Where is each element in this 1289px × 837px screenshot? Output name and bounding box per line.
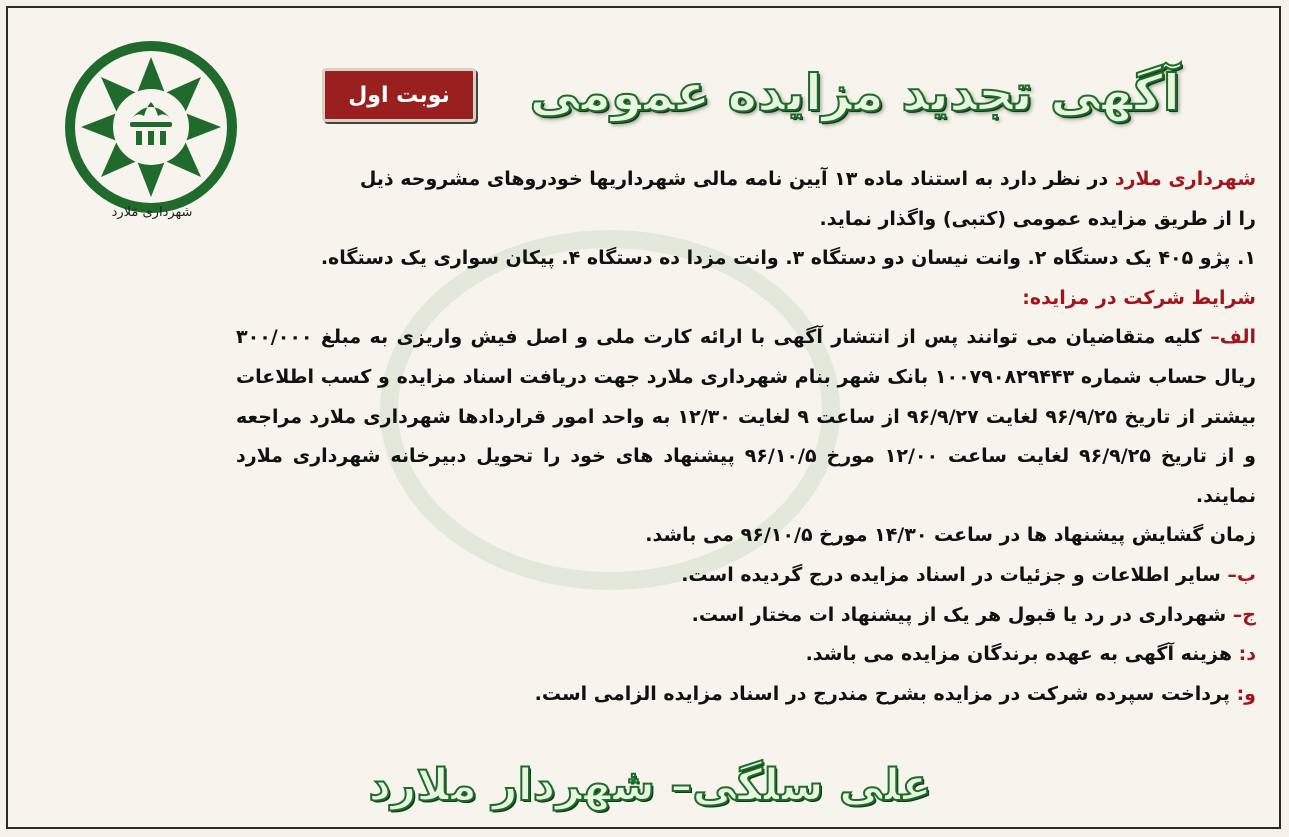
condition-alef-text: کلیه متقاضیان می توانند پس از انتشار آگهی با ارائه کارت ملی و اصل فیش واریزی به مبلغ ۳۰۰/۰۰۰ ریال حساب شماره ۱۰۰۷۹۰۸۲۹۴۴۳ بانک شهر بنام شهرداری ملارد جهت دریافت اسناد مزایده و کسب اطلاعات بیشتر از تاریخ ۹۶/۹/۲۵ لغایت ۹۶/۹/۲۷ از ساعت ۹ لغایت ۱۲/۳۰ به واحد امور قراردادها شهرداری ملارد مراجعه و از تاریخ ۹۶/۹/۲۵ لغایت ساعت ۱۲/۰۰ مورخ ۹۶/۱۰/۵ پیشنهاد های خود را تحویل دبیرخانه شهرداری ملارد نمایند. (236, 326, 1256, 507)
notice-body (236, 160, 1256, 714)
vehicle-list: ۱. پژو ۴۰۵ یک دستگاه ۲. وانت نیسان دو دستگاه ۳. وانت مزدا ده دستگاه ۴. پیکان سواری یک دستگاه. (320, 247, 1256, 270)
condition-dal-label: د: (1238, 643, 1256, 666)
municipality-logo-icon (62, 38, 240, 216)
intro-line-1-text: در نظر دارد به استناد ماده ۱۳ آیین نامه مالی شهرداریها خودروهای مشروحه ذیل (359, 168, 1115, 190)
condition-be-text: سایر اطلاعات و جزئیات در اسناد مزایده درج گردیده است. (681, 563, 1228, 586)
condition-be-label: ب– (1227, 563, 1256, 586)
condition-jim-label: ج– (1232, 603, 1256, 626)
condition-alef-label: الف– (1210, 326, 1256, 349)
intro-line-1 (236, 160, 1256, 200)
mayor-signature: علی سلگی– شهردار ملارد (368, 759, 932, 811)
notice-title: آگهی تجدید مزایده عمومی (529, 64, 1180, 122)
condition-jim (236, 596, 1256, 636)
intro-line-2: را از طریق مزایده عمومی (کتبی) واگذار نماید. (819, 207, 1256, 230)
first-publication-badge: نوبت اول (322, 68, 476, 122)
condition-dal (236, 635, 1256, 675)
condition-dal-text: هزینه آگهی به عهده برندگان مزایده می باشد. (805, 643, 1239, 666)
condition-vav-label: و: (1236, 682, 1256, 705)
condition-jim-text: شهرداری در رد یا قبول هر یک از پیشنهاد ات مختار است. (691, 603, 1233, 626)
opening-time: زمان گشایش پیشنهاد ها در ساعت ۱۴/۳۰ مورخ ۹۶/۱۰/۵ می باشد. (645, 524, 1256, 547)
conditions-heading: شرایط شرکت در مزایده: (1022, 286, 1256, 309)
condition-be (236, 556, 1256, 596)
condition-vav (236, 675, 1256, 715)
condition-alef (236, 318, 1256, 516)
condition-vav-text: پرداخت سپرده شرکت در مزایده بشرح مندرج در اسناد مزایده الزامی است. (534, 682, 1237, 705)
org-name: شهرداری ملارد (1114, 168, 1256, 190)
logo-caption: شهرداری مَلارد (111, 205, 193, 220)
